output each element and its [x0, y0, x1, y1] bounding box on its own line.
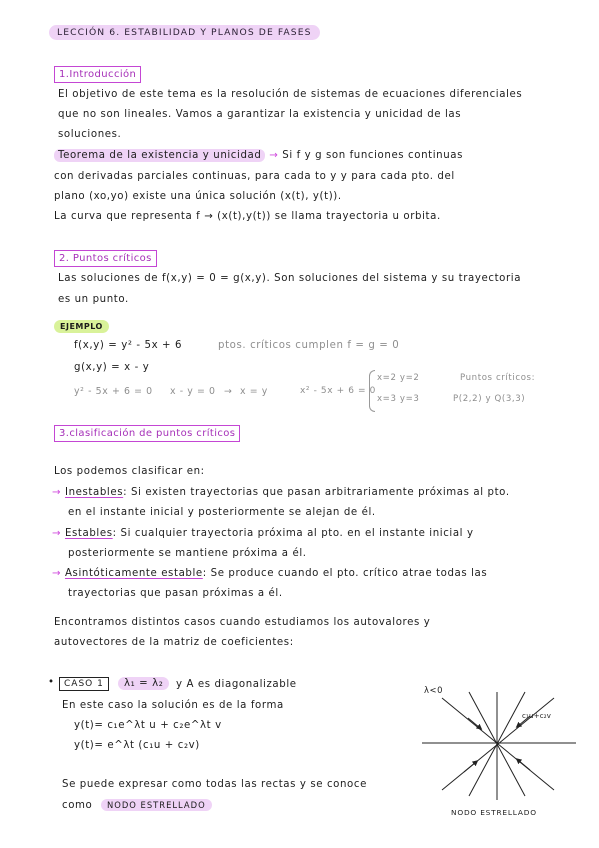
- root-2: x=3 y=3: [377, 394, 420, 404]
- f-equation: f(x,y) = y² - 5x + 6: [74, 340, 183, 351]
- term-estables: Estables: [64, 528, 113, 539]
- item-line-2: trayectorias que pasan próximas a él.: [68, 588, 283, 599]
- theorem-line-1: [54, 150, 463, 161]
- section-3-heading: 3.clasificación de puntos críticos: [54, 425, 240, 442]
- critical-points-line-1: Las soluciones de f(x,y) = 0 = g(x,y). Son soluciones del sistema y su trayectoria: [58, 273, 522, 284]
- como-text: como: [62, 800, 93, 811]
- theorem-text-1: Si f y g son funciones continuas: [282, 150, 464, 161]
- critical-points-list: P(2,2) y Q(3,3): [453, 394, 526, 404]
- root-1: x=2 y=2: [377, 373, 420, 383]
- arrow-icon: [468, 718, 480, 728]
- intro-line-3: soluciones.: [58, 129, 122, 140]
- diagram-caption: NODO ESTRELLADO: [451, 808, 537, 817]
- arrow-icon: →: [52, 487, 62, 498]
- bullet: •: [48, 677, 55, 688]
- system-eq-2: x - y = 0: [170, 386, 216, 397]
- theorem-line-4: La curva que representa f → (x(t),y(t)) se llama trayectoria u orbita.: [54, 211, 441, 222]
- lesson-title: LECCIÓN 6. ESTABILIDAD Y PLANOS DE FASES: [49, 25, 320, 40]
- arrow-icon: →: [269, 150, 279, 161]
- lines-expression: Se puede expresar como todas las rectas y se conoce: [62, 779, 367, 790]
- system-eq-2-result: x = y: [240, 386, 268, 397]
- term-inestables: Inestables: [64, 487, 124, 498]
- arrow-icon: [464, 762, 476, 772]
- critical-points-line-2: es un punto.: [58, 294, 129, 305]
- lambda-negative-label: λ<0: [424, 685, 444, 695]
- classification-item: [52, 568, 487, 579]
- term-asintoticamente-estable: Asintóticamente estable: [64, 568, 203, 579]
- brace-icon: [369, 370, 375, 412]
- arrow-icon: [518, 760, 530, 770]
- item-line-1: : Se produce cuando el pto. crítico atrae todas las: [202, 568, 488, 579]
- g-equation: g(x,y) = x - y: [74, 362, 150, 373]
- solution-eq-1: y(t)= c₁e^λt u + c₂e^λt v: [74, 720, 222, 731]
- theorem-line-3: plano (xo,yo) existe una única solución (x(t), y(t)).: [54, 191, 342, 202]
- solution-intro: En este caso la solución es de la forma: [62, 700, 284, 711]
- theorem-label: Teorema de la existencia y unicidad: [54, 149, 265, 162]
- section-1-heading: 1.Introducción: [54, 66, 141, 83]
- arrow-icon: →: [52, 528, 62, 539]
- solution-eq-2: y(t)= e^λt (c₁u + c₂v): [74, 740, 200, 751]
- critical-note: ptos. críticos cumplen f = g = 0: [218, 340, 400, 351]
- quadratic-eq: x² - 5x + 6 = 0: [300, 386, 376, 396]
- critical-points-label: Puntos críticos:: [460, 373, 536, 383]
- item-line-2: posteriormente se mantiene próxima a él.: [68, 548, 307, 559]
- intro-line-2: que no son lineales. Vamos a garantizar la existencia y unicidad de las: [58, 109, 462, 120]
- section-2-heading: 2. Puntos críticos: [54, 250, 157, 267]
- diagonalizable-condition: y A es diagonalizable: [176, 679, 297, 690]
- case-1-label: CASO 1: [59, 677, 109, 691]
- cases-line-1: Encontramos distintos casos cuando estudiamos los autovalores y: [54, 617, 431, 628]
- classify-intro: Los podemos clasificar en:: [54, 466, 205, 477]
- classification-item: [52, 487, 510, 498]
- arrow-icon: →: [224, 386, 233, 397]
- intro-line-1: El objetivo de este tema es la resolución de sistemas de ecuaciones diferenciales: [58, 89, 523, 100]
- item-line-1: : Si existen trayectorias que pasan arbitrariamente próximas al pto.: [123, 487, 510, 498]
- example-badge: EJEMPLO: [54, 320, 109, 333]
- arrow-icon: →: [52, 568, 62, 579]
- vector-label: c₁u+c₂v: [522, 712, 552, 720]
- theorem-line-2: con derivadas parciales continuas, para cada to y y para cada pto. del: [54, 171, 455, 182]
- star-node-diagram: [420, 690, 580, 802]
- nodo-estrellado-label: NODO ESTRELLADO: [101, 799, 212, 811]
- lambda-condition: λ₁ = λ₂: [118, 677, 169, 690]
- item-line-2: en el instante inicial y posteriormente se alejan de él.: [68, 507, 376, 518]
- classification-item: [52, 528, 474, 539]
- system-eq-1: y² - 5x + 6 = 0: [74, 386, 153, 397]
- cases-line-2: autovectores de la matriz de coeficientes:: [54, 637, 294, 648]
- item-line-1: : Si cualquier trayectoria próxima al pto. en el instante inicial y: [112, 528, 474, 539]
